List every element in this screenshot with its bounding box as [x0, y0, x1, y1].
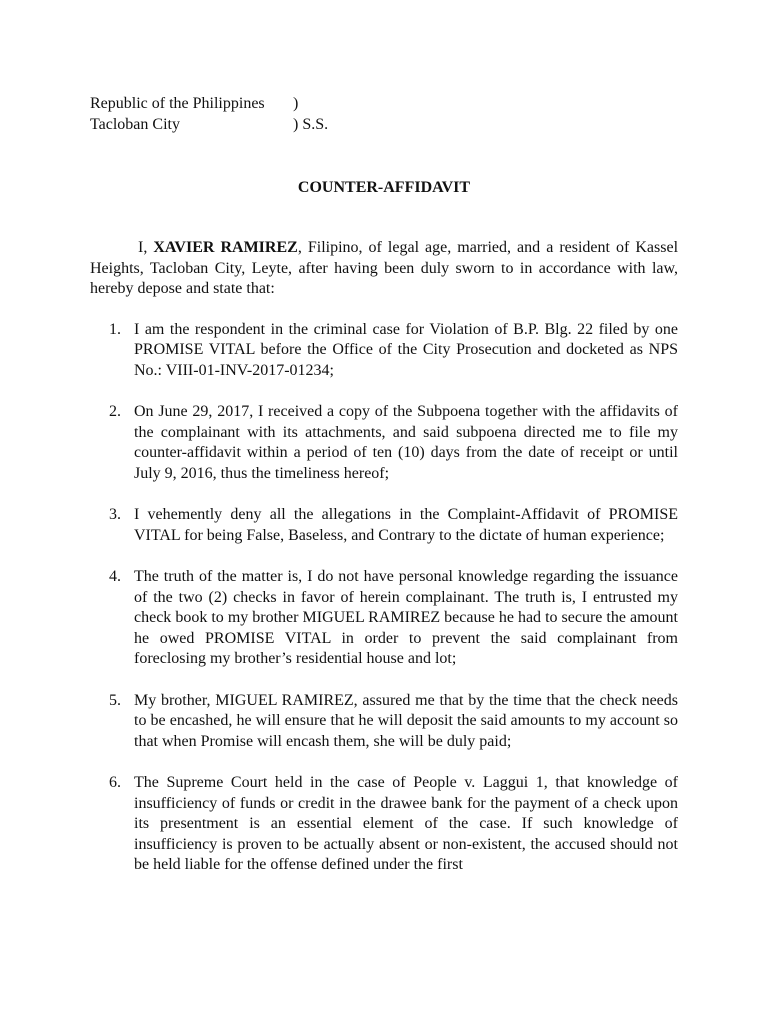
- intro-prefix: I,: [138, 239, 154, 256]
- paragraph-text: I vehemently deny all the allegations in the Complaint-Affidavit of PROMISE VITAL for being False, Baseless, and Contrary to the dictate of human experience;: [134, 506, 678, 544]
- numbered-paragraph: [90, 567, 678, 670]
- numbered-paragraphs: [90, 320, 678, 876]
- venue-line-city: [90, 114, 328, 135]
- paragraph-text: The Supreme Court held in the case of People v. Laggui 1, that knowledge of insufficiency of funds or credit in the drawee bank for the payment of a check upon its presentment is an essential element of the case. If such knowledge of insufficiency is proven to be actually absent or non-existent, the accused should not be held liable for the offense defined under the first: [134, 774, 678, 873]
- paragraph-number: 3.: [109, 506, 121, 523]
- venue-ss: ) S.S.: [293, 116, 329, 133]
- document-title: COUNTER-AFFIDAVIT: [297, 179, 471, 196]
- numbered-paragraph: [90, 320, 678, 382]
- venue-block: [90, 93, 328, 135]
- numbered-paragraph: [90, 402, 678, 484]
- paragraph-text: On June 29, 2017, I received a copy of the Subpoena together with the affidavits of the complainant with its attachments, and said subpoena directed me to file my counter-affidavit within a period of ten (10) days from the date of receipt or until July 9, 2016, thus the timeliness hereof;: [134, 403, 678, 482]
- paragraph-text: The truth of the matter is, I do not have personal knowledge regarding the issuance of the two (2) checks in favor of herein complainant. The truth is, I entrusted my check book to my brother MIGUEL RAMIREZ because he had to secure the amount he owed PROMISE VITAL in order to prevent the said complainant from foreclosing my brother’s residential house and lot;: [134, 568, 678, 667]
- venue-line-country: [90, 93, 328, 114]
- intro-paragraph: [90, 238, 678, 300]
- venue-mark: ): [293, 95, 299, 112]
- paragraph-number: 5.: [109, 691, 121, 709]
- paragraph-number: 4.: [109, 568, 121, 585]
- numbered-paragraph: [90, 691, 678, 753]
- paragraph-number: 1.: [109, 320, 121, 338]
- paragraph-number: 6.: [109, 774, 121, 791]
- paragraph-number: 2.: [109, 403, 121, 420]
- intro-text: , Filipino, of legal age, married, and a resident of Kassel Heights, Tacloban City, Leyte, after having been duly sworn to in accordance with law, hereby depose and state that:: [90, 239, 679, 297]
- venue-city: Tacloban City: [90, 116, 180, 133]
- paragraph-text: I am the respondent in the criminal case for Violation of B.P. Blg. 22 filed by one PROMISE VITAL before the Office of the City Prosecution and docketed as NPS No.: VIII-01-INV-2017-01234;: [134, 320, 678, 379]
- document-body: [90, 238, 678, 897]
- affiant-name: XAVIER RAMIREZ: [153, 239, 298, 256]
- numbered-paragraph: [90, 505, 678, 546]
- paragraph-text: My brother, MIGUEL RAMIREZ, assured me that by the time that the check needs to be encashed, he will ensure that he will deposit the said amounts to my account so that when Promise will encash them, she will be duly paid;: [134, 691, 678, 750]
- numbered-paragraph: [90, 773, 678, 876]
- venue-country: Republic of the Philippines: [90, 95, 265, 112]
